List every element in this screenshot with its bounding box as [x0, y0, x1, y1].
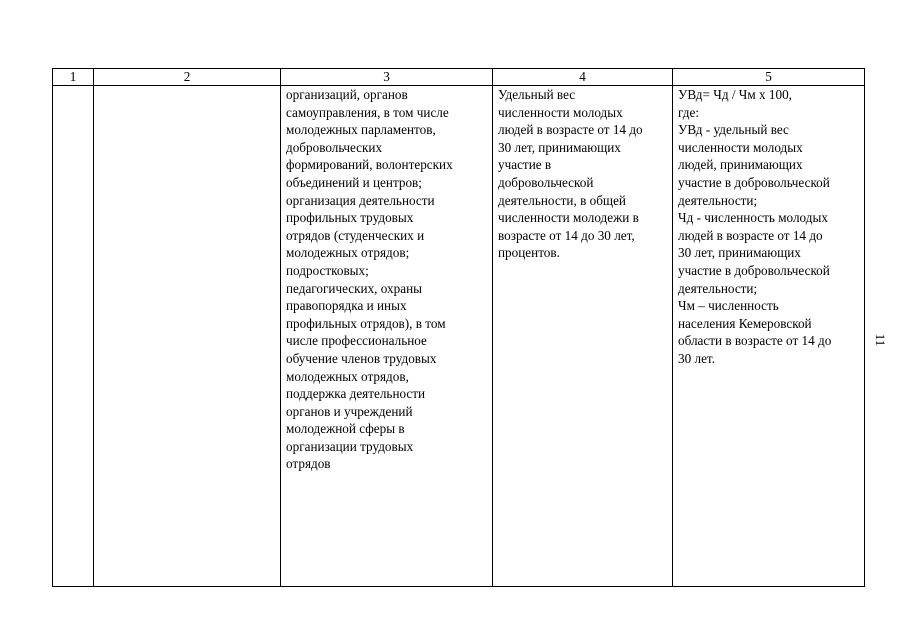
table-cell-col5: [673, 86, 865, 587]
document-table: [52, 68, 865, 587]
cell-text-col5: УВд= Чд / Чм х 100, где: УВд - удельный вес численности молодых людей, принимающих участие в добровольческой деятельности; Чд - численность молодых людей в возрасте от 14 до 30 лет, принимающих участие в добровольческой деятельности; Чм – численность населения Кемеровской области в возрасте от 14 до 30 лет.: [678, 87, 832, 366]
table-cell-col3: [281, 86, 493, 587]
cell-text-col4: Удельный вес численности молодых людей в возрасте от 14 до 30 лет, принимающих участие в добровольческой деятельности, в общей численности молодежи в возрасте от 14 до 30 лет, процентов.: [498, 87, 643, 261]
cell-text-col3: организаций, органов самоуправления, в том числе молодежных парламентов, добровольческих формирований, волонтерских объединений и центров; организация деятельности профильных трудовых отрядов (студенческих и молодежных отрядов; подростковых; педагогических, охраны правопорядка и иных профильных отрядов), в том числе профессиональное обучение членов трудовых молодежных отрядов, поддержка деятельности органов и учреждений молодежной сферы в организации трудовых отрядов: [286, 87, 453, 472]
column-header-5: 5: [673, 69, 865, 86]
table-cell-col4: [493, 86, 673, 587]
table-cell-col2: [94, 86, 281, 587]
column-header-4: 4: [493, 69, 673, 86]
page-number: 11: [873, 333, 888, 347]
table-cell-col1: [53, 86, 94, 587]
header-row: [53, 69, 865, 86]
column-header-2: 2: [94, 69, 281, 86]
table-row: [53, 86, 865, 587]
column-header-3: 3: [281, 69, 493, 86]
column-header-1: 1: [53, 69, 94, 86]
